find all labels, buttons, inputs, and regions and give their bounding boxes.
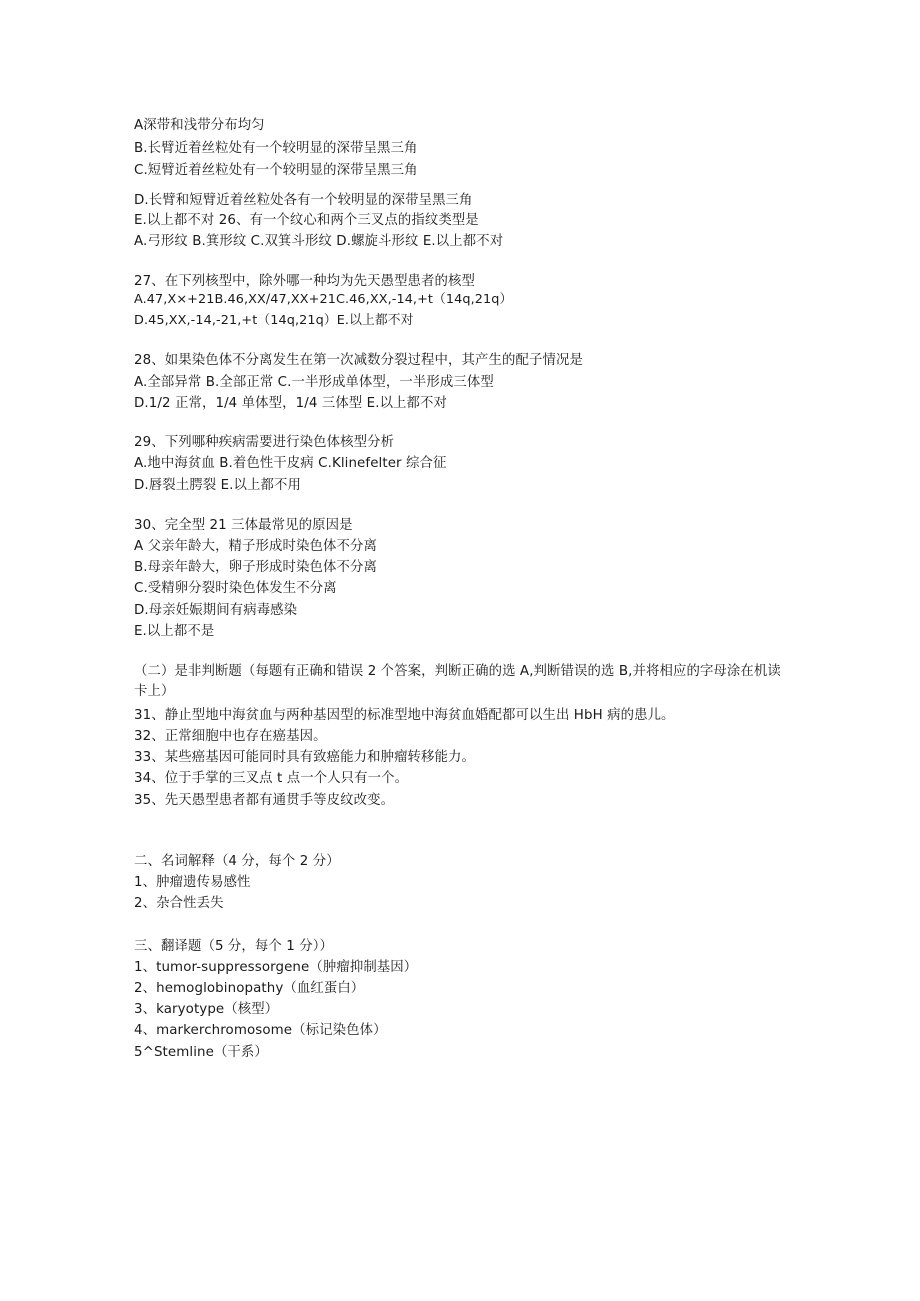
question-30: 30、完全型 21 三体最常见的原因是 [134,518,353,533]
section-2-header: 二、名词解释（4 分，每个 2 分） [134,854,340,869]
true-false-header: （二）是非判断题（每题有正确和错误 2 个答案，判断正确的选 A,判断错误的选 B,并将相应的字母涂在机读卡上） [134,664,781,699]
option-line: A.地中海贫血 B.着色性干皮病 C.Klinefelter 综合征 [134,456,447,471]
translation-item: 2、hemoglobinopathy（血红蛋白） [134,981,365,996]
option-line: B.长臂近着丝粒处有一个较明显的深带呈黑三角 [134,141,418,156]
option-line: D.唇裂土腭裂 E.以上都不用 [134,478,301,493]
true-false-item: 35、先天愚型患者都有通贯手等皮纹改变。 [134,793,395,808]
option-line: A.全部异常 B.全部正常 C.一半形成单体型，一半形成三体型 [134,375,494,390]
question-29: 29、下列哪种疾病需要进行染色体核型分析 [134,435,395,450]
term-item: 1、肿瘤遗传易感性 [134,875,251,890]
true-false-item: 33、某些癌基因可能同时具有致癌能力和肿瘤转移能力。 [134,750,476,765]
option-line: C.短臂近着丝粒处有一个较明显的深带呈黑三角 [134,163,418,178]
question-28: 28、如果染色体不分离发生在第一次减数分裂过程中，其产生的配子情况是 [134,353,583,368]
option-line: A深带和浅带分布均匀 [134,118,265,133]
option-line: D.45,XX,-14,-21,+t（14q,21q）E.以上都不对 [134,313,414,328]
question-26-line: E.以上都不对 26、有一个纹心和两个三叉点的指纹类型是 [134,213,479,228]
option-line: D.母亲妊娠期间有病毒感染 [134,603,298,618]
option-line: B.母亲年龄大，卵子形成时染色体不分离 [134,560,377,575]
true-false-item: 32、正常细胞中也存在癌基因。 [134,729,327,744]
true-false-item: 31、静止型地中海贫血与两种基因型的标准型地中海贫血婚配都可以生出 HbH 病的患儿。 [134,708,675,723]
section-3-header: 三、翻译题（5 分，每个 1 分）） [134,939,333,954]
translation-item: 4、markerchromosome（标记染色体） [134,1023,387,1038]
question-27: 27、在下列核型中，除外哪一种均为先天愚型患者的核型 [134,274,476,289]
option-line: A.47,X×+21B.46,XX∕47,XX+21C.46,XX,-14,+t（14q,21q） [134,292,513,307]
translation-item: 1、tumor-suppressorgene（肿瘤抑制基因） [134,960,418,975]
option-line: A.弓形纹 B.箕形纹 C.双箕斗形纹 D.螺旋斗形纹 E.以上都不对 [134,234,504,249]
translation-item: 3、karyotype（核型） [134,1002,279,1017]
option-line: C.受精卵分裂时染色体发生不分离 [134,581,337,596]
term-item: 2、杂合性丢失 [134,896,224,911]
option-line: D.长臂和短臂近着丝粒处各有一个较明显的深带呈黑三角 [134,193,473,208]
translation-item: 5^Stemline（干系） [134,1045,268,1060]
option-line: D.1/2 正常，1/4 单体型，1/4 三体型 E.以上都不对 [134,396,448,411]
option-line: A 父亲年龄大，精子形成时染色体不分离 [134,539,377,554]
option-line: E.以上都不是 [134,624,215,639]
true-false-item: 34、位于手掌的三叉点 t 点一个人只有一个。 [134,771,409,786]
